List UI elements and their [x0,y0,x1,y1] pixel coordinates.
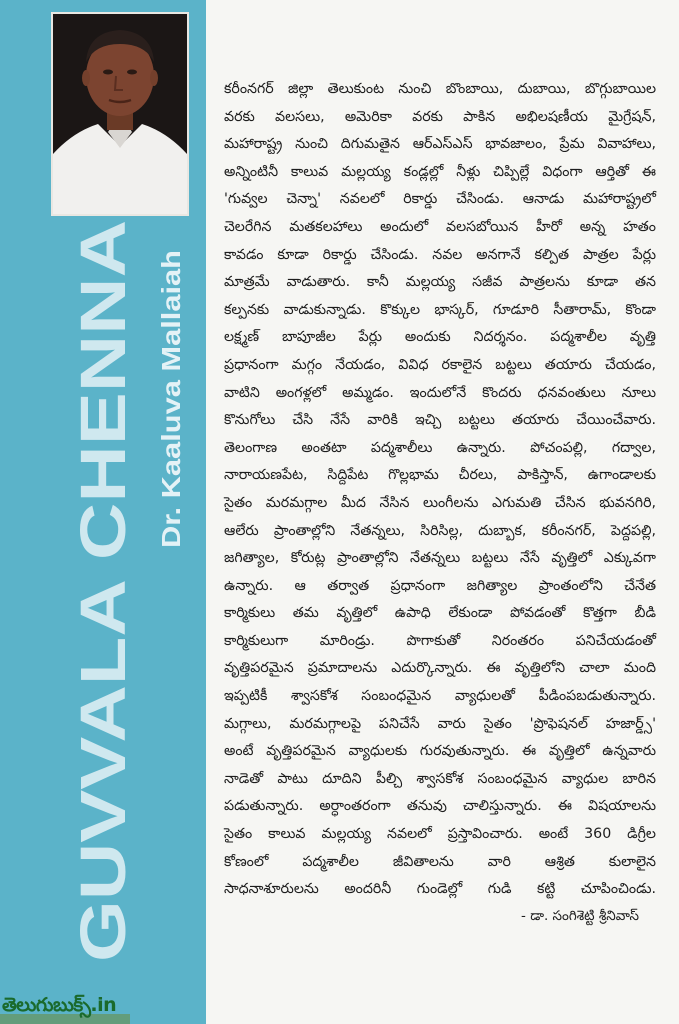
blurb-line: తెలంగాణ అంతటా పద్మశాలీలు ఉన్నారు. పోచంపల్లి, గద్వాల, [224,439,656,456]
blurb-line: మహారాష్ట్ర నుంచి దిగుమతైన ఆర్ఎస్ఎస్ భావజాలం, ప్రేమ వివాహాలు, [224,136,656,153]
blurb-line: సాధనాశూరులను అందరినీ గుండెల్లో గుడి కట్టి చూపించిండు. [224,881,656,898]
blurb-line: కార్మికులుగా మారిండ్రు. పొగాకుతో నిరంతరం పనిచేయడంతో [224,632,656,649]
blurb-line: జగిత్యాల, కోరుట్ల ప్రాంతాల్లోని నేతన్నలు బట్టలు నేసే వృత్తిలో ఎక్కువగా [224,550,656,567]
blurb-line: కొనుగోలు చేసి నేసే వారికి ఇచ్చి బట్టలు తయారు చేయించేవారు. [224,412,656,429]
blurb-line: లక్ష్మణ్ బాపూజీల పేర్లు అందుకు నిదర్శనం. పద్మశాలీల వృత్తి [224,329,656,346]
blurb-line: నాడెతో పాటు దూదిని పీల్చి శ్వాసకోశ సంబంధమైన వ్యాధుల బారిన [224,770,656,787]
book-title: GUVVALA CHENNA [67,364,139,962]
blurb-line: ఆలేరు ప్రాంతాల్లోని నేతన్నలు, సిరిసిల్ల, దుబ్బాక, కరీంనగర్, పెద్దపల్లి, [224,522,656,539]
blurb-line: నారాయణపేట, సిద్దిపేట గొల్లభామ చీరలు, పాకిస్తాన్, ఉగాండాలకు [224,467,656,484]
blurb-line: అంటే వృత్తిపరమైన వ్యాధులకు గురవుతున్నారు. ఈ వృత్తిలో ఉన్నవారు [224,743,656,760]
blurb-line: సైతం మరమగ్గాల మీద నేసిన లుంగీలను ఎగుమతి చేసిన భువనగిరి, [224,494,656,511]
blurb-line: మగ్గాలు, మరమగ్గాలపై పనిచేసే వారు సైతం 'ప్రొఫెషనల్ హజార్డ్స్' [224,715,656,732]
signature: - డా. సంగిశెట్టి శ్రీనివాస్ [521,908,639,924]
blurb-line: మాత్రమే వాడుతారు. కానీ మల్లయ్య సజీవ పాత్రలను కూడా తన [224,274,656,291]
blurb-line: వృత్తిపరమైన ప్రమాదాలను ఎదుర్కొన్నారు. ఈ వృత్తిలోని చాలా మంది [224,660,656,677]
blurb-line: కల్పనకు వాడుకున్నాడు. కొక్కుల భాస్కర్, గూడూరి సీతారామ్, కొండా [224,301,656,318]
blurb-paragraph [224,76,656,904]
site-watermark: తెలుగుబుక్స్.in [2,994,117,1016]
blurb-line: కార్మికులు తమ వృత్తిలో ఉపాధి లేకుండా పోవడంతో కొత్తగా బీడి [224,605,656,622]
blurb-line: కోణంలో పద్మశాలీల జీవితాలను వారి ఆశ్రిత కులాలైన [224,853,656,870]
author-portrait-image [53,14,187,214]
blurb-line: చెలరేగిన మతకలహాలు అందులో వలసబోయిన హీరో అన్న హతం [224,218,656,235]
blurb-line: వాటిని అంగళ్లలో అమ్మడం. ఇందులోనే కొందరు ధనవంతులు నూలు [224,384,656,401]
blurb-line: పడుతున్నారు. అర్ధాంతరంగా తనువు చాలిస్తున్నారు. ఈ విషయాలను [224,798,656,815]
blurb-line: ఉన్నారు. ఆ తర్వాత ప్రధానంగా జగిత్యాల ప్రాంతంలోని చేనేత [224,577,656,594]
blurb-line: ఇప్పటికీ శ్వాసకోశ సంబంధమైన వ్యాధులతో పీడింపబడుతున్నారు. [224,688,656,705]
blurb-line: వరకు వలసలు, అమెరికా వరకు పాకిన అభిలషణీయ మైగ్రేషన్, [224,108,656,125]
blurb-line: కావడం కూడా రికార్డు చేసిండు. నవల అనగానే కల్పిత పాత్రల పేర్లు [224,246,656,263]
blurb-line: అన్నింటినీ కాలువ మల్లయ్య కండ్లల్లో నీళ్లు చిప్పిల్లే విధంగా ఆర్తితో ఈ [224,163,656,180]
blurb-line: సైతం కాలువ మల్లయ్య నవలలో ప్రస్తావించారు. అంటే 360 డిగ్రీల [224,826,656,843]
blurb-line: 'గువ్వల చెన్నా' నవలలో రికార్డు చేసిండు. ఆనాడు మహారాష్ట్రలో [224,191,656,208]
book-author: Dr. Kaaluva Mallaiah [156,296,186,548]
blurb-line: కరీంనగర్ జిల్లా తెలుకుంట నుంచి బొంబాయి, దుబాయి, బొగ్గుబాయిల [224,81,656,97]
blurb-line: ప్రధానంగా మగ్గం నేయడం, వివిధ రకాలైన బట్టలు తయారు చేయడం, [224,356,656,373]
author-photo [51,12,189,216]
